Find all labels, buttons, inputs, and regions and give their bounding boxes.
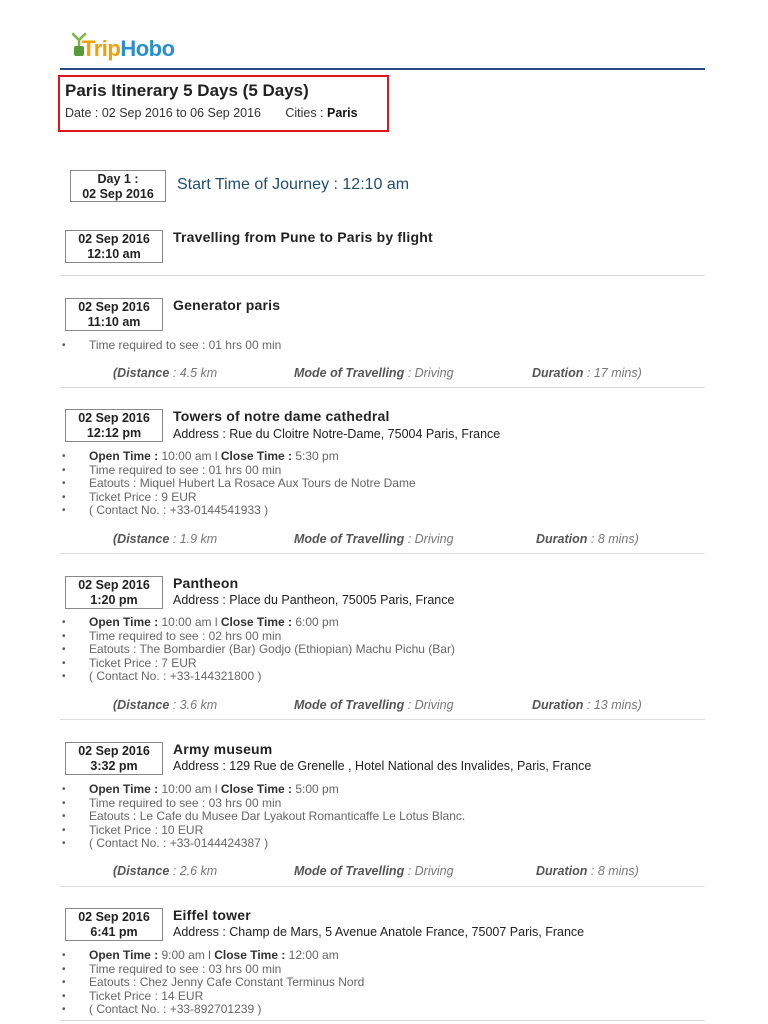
travel-info (60, 698, 705, 716)
time-required: • Time required to see : 01 hrs 00 min (62, 464, 416, 478)
stop-date: 02 Sep 2016 (78, 300, 150, 314)
travel-distance: (Distance : 4.5 km (113, 366, 218, 380)
opening-hours: • Open Time : 9:00 am l Close Time : 12:00 am (62, 949, 364, 963)
stop-details (62, 949, 364, 1017)
stop-details (62, 783, 465, 851)
journey-start-time: Start Time of Journey : 12:10 am (177, 176, 410, 193)
ticket-price: • Ticket Price : 10 EUR (62, 824, 465, 838)
day-date: 02 Sep 2016 (82, 187, 154, 201)
stop-time: 11:10 am (87, 315, 141, 329)
ticket-price: • Ticket Price : 14 EUR (62, 990, 364, 1004)
eatouts: • Eatouts : Le Cafe du Musee Dar Lyakout Romanticaffe Le Lotus Blanc. (62, 810, 465, 824)
stop-address: Address : Champ de Mars, 5 Avenue Anatole France, 75007 Paris, France (173, 925, 585, 939)
logo-part-hobo: Hobo (120, 36, 175, 61)
itinerary-title: Paris Itinerary 5 Days (5 Days) (65, 81, 309, 100)
stop-date: 02 Sep 2016 (78, 910, 150, 924)
opening-hours: • Open Time : 10:00 am l Close Time : 5:00 pm (62, 783, 465, 797)
travel-duration: Duration : 17 mins) (532, 366, 642, 380)
stop-date: 02 Sep 2016 (78, 578, 150, 592)
ticket-price: • Ticket Price : 9 EUR (62, 491, 416, 505)
contact-number: • ( Contact No. : +33-144321800 ) (62, 670, 455, 684)
travel-duration: Duration : 8 mins) (536, 532, 639, 546)
contact-number: • ( Contact No. : +33-0144424387 ) (62, 837, 465, 851)
stop-date: 02 Sep 2016 (78, 744, 150, 758)
stop-datetime (65, 298, 163, 331)
divider (60, 719, 705, 720)
stop-datetime (65, 742, 163, 775)
travel-mode: Mode of Travelling : Driving (294, 532, 454, 546)
stop-details (62, 616, 455, 684)
travel-info (60, 864, 705, 882)
divider (60, 387, 705, 388)
stop-address: Address : Place du Pantheon, 75005 Paris, France (173, 593, 455, 607)
eatouts: • Eatouts : Miquel Hubert La Rosace Aux Tours de Notre Dame (62, 477, 416, 491)
travel-mode: Mode of Travelling : Driving (294, 864, 454, 878)
time-required: • Time required to see : 02 hrs 00 min (62, 630, 455, 644)
stop-datetime (65, 409, 163, 442)
travel-mode: Mode of Travelling : Driving (294, 366, 454, 380)
stop-datetime (65, 230, 163, 263)
stop-details (62, 450, 416, 518)
logo-wordmark (82, 36, 175, 62)
eatouts: • Eatouts : The Bombardier (Bar) Godjo (Ethiopian) Machu Pichu (Bar) (62, 643, 455, 657)
travel-duration: Duration : 8 mins) (536, 864, 639, 878)
time-required: • Time required to see : 03 hrs 00 min (62, 797, 465, 811)
day-label: Day 1 : (97, 172, 139, 186)
day-badge (70, 170, 166, 202)
travel-mode: Mode of Travelling : Driving (294, 698, 454, 712)
divider (60, 553, 705, 554)
divider (60, 1020, 705, 1021)
travel-distance: (Distance : 2.6 km (113, 864, 218, 878)
divider (60, 886, 705, 887)
logo-part-trip: Trip (82, 36, 121, 61)
stop-datetime (65, 908, 163, 941)
date-label: Date : (65, 106, 99, 120)
stop-name: Towers of notre dame cathedral (173, 408, 390, 424)
stop-time: 1:20 pm (90, 593, 138, 607)
contact-number: • ( Contact No. : +33-892701239 ) (62, 1003, 364, 1017)
travel-distance: (Distance : 1.9 km (113, 532, 218, 546)
divider (60, 275, 705, 276)
stop-time: 12:10 am (87, 247, 141, 261)
stop-name: Army museum (173, 741, 273, 757)
stop-time: 3:32 pm (90, 759, 138, 773)
stop-date: 02 Sep 2016 (78, 411, 150, 425)
travel-duration: Duration : 13 mins) (532, 698, 642, 712)
travel-info (60, 532, 705, 550)
stop-date: 02 Sep 2016 (78, 232, 150, 246)
opening-hours: • Open Time : 10:00 am l Close Time : 6:00 pm (62, 616, 455, 630)
cities-value: Paris (327, 106, 358, 120)
stop-name: Travelling from Pune to Paris by flight (173, 229, 433, 245)
travel-info (60, 366, 705, 384)
ticket-price: • Ticket Price : 7 EUR (62, 657, 455, 671)
itinerary-meta (65, 106, 358, 120)
stop-details (62, 339, 281, 353)
stop-name: Generator paris (173, 297, 281, 313)
stop-address: Address : 129 Rue de Grenelle , Hotel National des Invalides, Paris, France (173, 759, 592, 773)
stop-time: 12:12 pm (86, 426, 142, 440)
time-required: • Time required to see : 03 hrs 00 min (62, 963, 364, 977)
opening-hours: • Open Time : 10:00 am l Close Time : 5:30 pm (62, 450, 416, 464)
cities-label: Cities : (285, 106, 324, 120)
stop-time: 6:41 pm (90, 925, 138, 939)
header-divider (60, 68, 705, 70)
travel-distance: (Distance : 3.6 km (113, 698, 218, 712)
eatouts: • Eatouts : Chez Jenny Cafe Constant Terminus Nord (62, 976, 364, 990)
stop-address: Address : Rue du Cloitre Notre-Dame, 75004 Paris, France (173, 427, 501, 441)
date-value: 02 Sep 2016 to 06 Sep 2016 (101, 106, 262, 120)
contact-number: • ( Contact No. : +33-0144541933 ) (62, 504, 416, 518)
itinerary-header (58, 75, 389, 132)
stop-name: Eiffel tower (173, 907, 251, 923)
stop-datetime (65, 576, 163, 609)
time-required: • Time required to see : 01 hrs 00 min (62, 339, 281, 353)
stop-name: Pantheon (173, 575, 239, 591)
